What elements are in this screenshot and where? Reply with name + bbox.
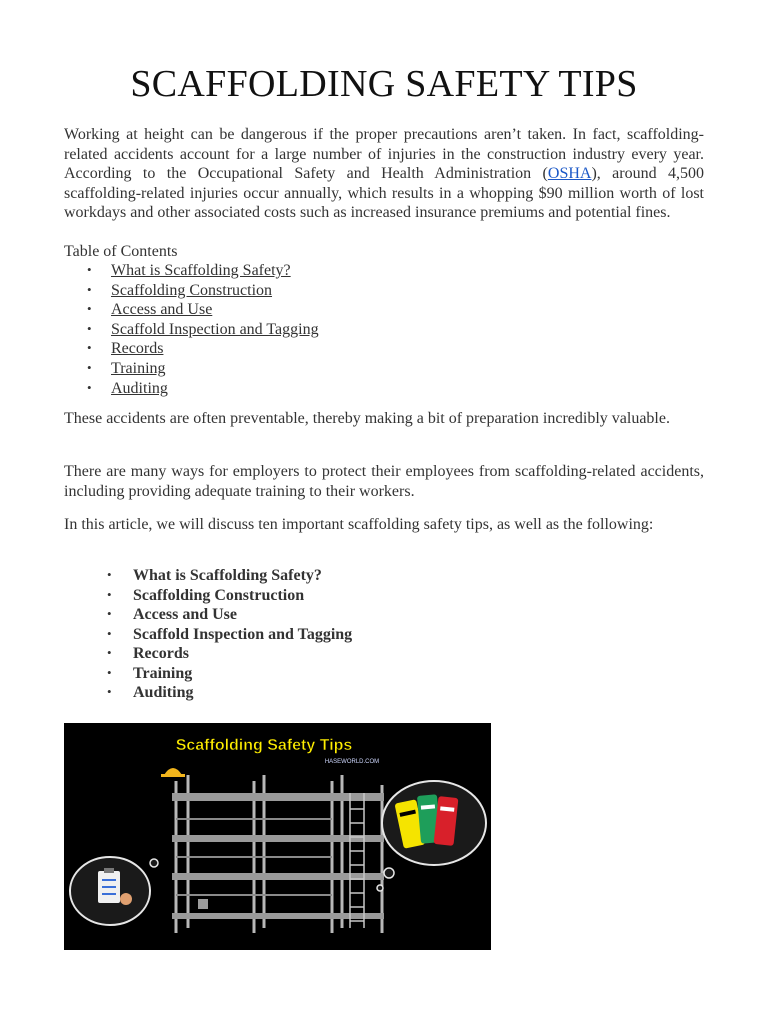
figure-brand: HASEWORLD.COM xyxy=(324,759,380,765)
topic-item: • Auditing xyxy=(107,684,352,704)
topic-item: • Records xyxy=(107,645,352,665)
toc-item-access-and-use[interactable]: • Access and Use xyxy=(64,301,319,321)
intro-text-start: Working at height can be dangerous if the proper precautions aren’t taken. In fact, scaffolding-related accidents account for a large number of injuries in the construction industry every year. According to the Occupational Safety and Health Administration ( xyxy=(64,126,704,183)
employers-paragraph: There are many ways for employers to protect their employees from scaffolding-related accidents, including providing adequate training to their workers. xyxy=(64,463,704,500)
page-title: SCAFFOLDING SAFETY TIPS xyxy=(130,63,638,105)
toc-item-auditing[interactable]: • Auditing xyxy=(64,380,319,400)
intro-text-end: ), around 4,500 scaffolding-related injuries occur annually, which results in a whopping $90 million worth of lost workdays and other associated costs such as increased insurance premiums and potential fines. xyxy=(64,165,704,222)
bucket-icon xyxy=(198,899,208,909)
preventable-paragraph: These accidents are often preventable, thereby making a bit of preparation incredibly valuable. xyxy=(64,410,670,427)
toc-title: Table of Contents xyxy=(64,243,178,260)
topic-item: • Training xyxy=(107,665,352,685)
osha-link[interactable]: OSHA xyxy=(547,165,592,183)
topic-item: • Scaffold Inspection and Tagging xyxy=(107,626,352,646)
scaffolding-illustration xyxy=(64,723,491,950)
figure-heading: Scaffolding Safety Tips xyxy=(175,737,353,754)
toc-item-training[interactable]: • Training xyxy=(64,360,319,380)
safety-tag-icon xyxy=(394,794,458,849)
toc-item-scaffolding-construction[interactable]: • Scaffolding Construction xyxy=(64,282,319,302)
table-of-contents xyxy=(64,262,319,399)
toc-item-records[interactable]: • Records xyxy=(64,340,319,360)
topic-item: • Access and Use xyxy=(107,606,352,626)
scaffolding-illustration-svg xyxy=(64,723,491,950)
topic-item: • What is Scaffolding Safety? xyxy=(107,567,352,587)
topics-list xyxy=(107,567,352,704)
topic-item: • Scaffolding Construction xyxy=(107,587,352,607)
article-intro-paragraph: In this article, we will discuss ten important scaffolding safety tips, as well as the following: xyxy=(64,516,654,533)
intro-paragraph xyxy=(64,125,704,223)
toc-item-inspection-and-tagging[interactable]: • Scaffold Inspection and Tagging xyxy=(64,321,319,341)
toc-item-what-is-scaffolding-safety[interactable]: • What is Scaffolding Safety? xyxy=(64,262,319,282)
